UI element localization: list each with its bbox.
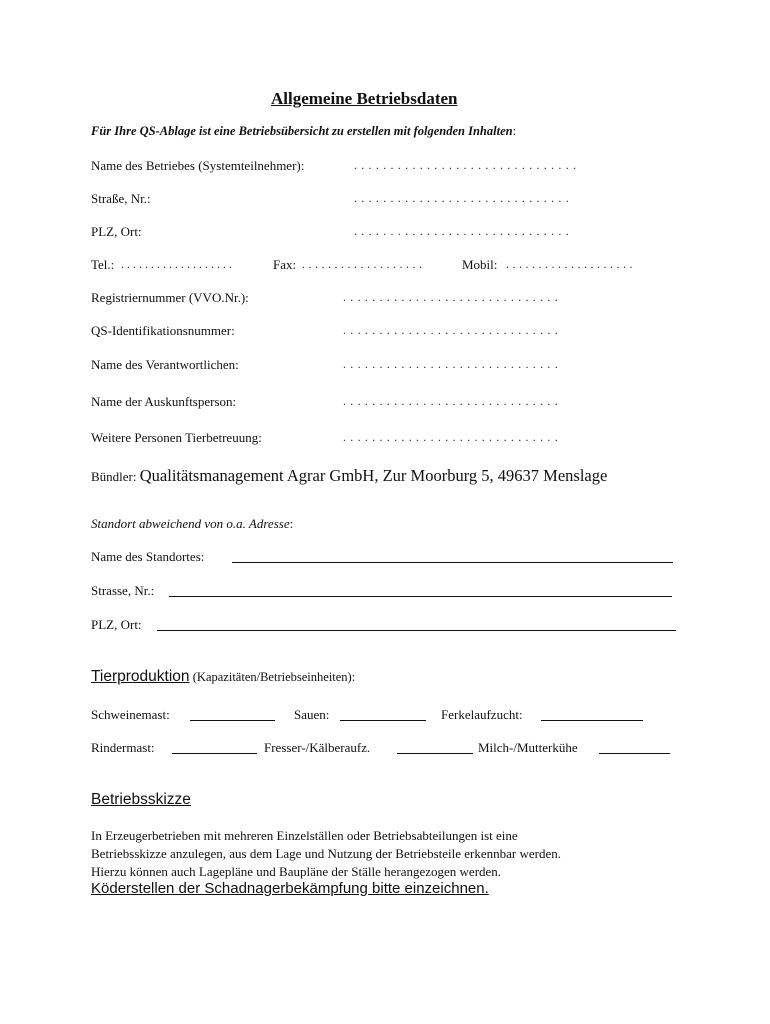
standort-name-line[interactable]: [232, 562, 673, 563]
field-label-betrieb: Name des Betriebes (Systemteilnehmer):: [91, 158, 305, 173]
field-dots-plz[interactable]: ..............................: [354, 224, 573, 238]
tel-label: Tel.:: [91, 257, 115, 272]
schweinemast-line[interactable]: [190, 720, 275, 721]
standort-strasse-row: [91, 583, 154, 599]
fresser-label: Fresser-/Kälberaufz.: [264, 740, 371, 755]
rindermast-line[interactable]: [172, 753, 257, 754]
field-dots-verantwortlicher[interactable]: ..............................: [343, 357, 562, 371]
standort-heading-colon: :: [289, 516, 294, 531]
standort-strasse-line[interactable]: [169, 596, 672, 597]
standort-strasse-label: Strasse, Nr.:: [91, 583, 155, 598]
field-label-plz: PLZ, Ort:: [91, 224, 142, 239]
field-label-strasse: Straße, Nr.:: [91, 191, 151, 206]
standort-heading-text: Standort abweichend von o.a. Adresse: [91, 516, 290, 531]
standort-name-label: Name des Standortes:: [91, 549, 205, 564]
koederstellen-note: Köderstellen der Schadnagerbekämpfung bitte einzeichnen.: [91, 880, 489, 897]
standort-name-row: [91, 549, 204, 565]
field-label-tierbetreuung: Weitere Personen Tierbetreuung:: [91, 430, 262, 445]
fax-dots[interactable]: ...................: [302, 257, 426, 271]
schweinemast-label: Schweinemast:: [91, 707, 170, 722]
betriebsskizze-heading: Betriebsskizze: [91, 791, 191, 808]
standort-plz-line[interactable]: [157, 630, 676, 631]
milch-label: Milch-/Mutterkühe: [478, 740, 578, 755]
fax-label: Fax:: [273, 257, 297, 272]
betriebsskizze-line-3: Hierzu können auch Lagepläne und Baupläne der Ställe herangezogen werden.: [91, 864, 502, 879]
field-dots-strasse[interactable]: ..............................: [354, 191, 573, 205]
field-dots-betrieb[interactable]: ...............................: [354, 158, 581, 172]
mobil-dots[interactable]: ....................: [506, 257, 636, 271]
standort-plz-label: PLZ, Ort:: [91, 617, 142, 632]
sauen-label: Sauen:: [294, 707, 330, 722]
tierproduktion-heading: Tierproduktion: [91, 668, 190, 685]
field-label-verantwortlicher: Name des Verantwortlichen:: [91, 357, 239, 372]
intro-sentence: Für Ihre QS-Ablage ist eine Betriebsübersicht zu erstellen mit folgenden Inhalten: [91, 124, 513, 138]
sauen-line[interactable]: [340, 720, 426, 721]
tierproduktion-subheading: (Kapazitäten/Betriebseinheiten):: [192, 670, 356, 684]
standort-heading: [91, 516, 293, 532]
mobil-label: Mobil:: [462, 257, 498, 272]
field-dots-tierbetreuung[interactable]: ..............................: [343, 430, 562, 444]
field-dots-qs-id[interactable]: ..............................: [343, 323, 562, 337]
fresser-line[interactable]: [397, 753, 473, 754]
buendler-label: Bündler:: [91, 469, 137, 484]
tierproduktion-heading-row: [91, 668, 355, 686]
intro-colon: :: [512, 124, 517, 138]
field-dots-registriernummer[interactable]: ..............................: [343, 290, 562, 304]
milch-line[interactable]: [599, 753, 670, 754]
betriebsskizze-line-2: Betriebsskizze anzulegen, aus dem Lage und Nutzung der Betriebsteile erkennbar werden.: [91, 846, 561, 861]
page-title: Allgemeine Betriebsdaten: [271, 89, 458, 108]
buendler-row: [91, 466, 607, 486]
field-label-auskunftsperson: Name der Auskunftsperson:: [91, 394, 237, 409]
buendler-text: Qualitätsmanagement Agrar GmbH, Zur Moorburg 5, 49637 Menslage: [139, 466, 608, 485]
field-dots-auskunftsperson[interactable]: ..............................: [343, 394, 562, 408]
tel-dots[interactable]: ...................: [121, 257, 235, 271]
ferkelaufzucht-label: Ferkelaufzucht:: [441, 707, 523, 722]
standort-plz-row: [91, 617, 142, 633]
field-label-qs-id: QS-Identifikationsnummer:: [91, 323, 235, 338]
intro-text: [91, 124, 516, 139]
ferkelaufzucht-line[interactable]: [541, 720, 643, 721]
rindermast-label: Rindermast:: [91, 740, 155, 755]
field-label-registriernummer: Registriernummer (VVO.Nr.):: [91, 290, 249, 305]
betriebsskizze-line-1: In Erzeugerbetrieben mit mehreren Einzelställen oder Betriebsabteilungen ist eine: [91, 828, 518, 843]
